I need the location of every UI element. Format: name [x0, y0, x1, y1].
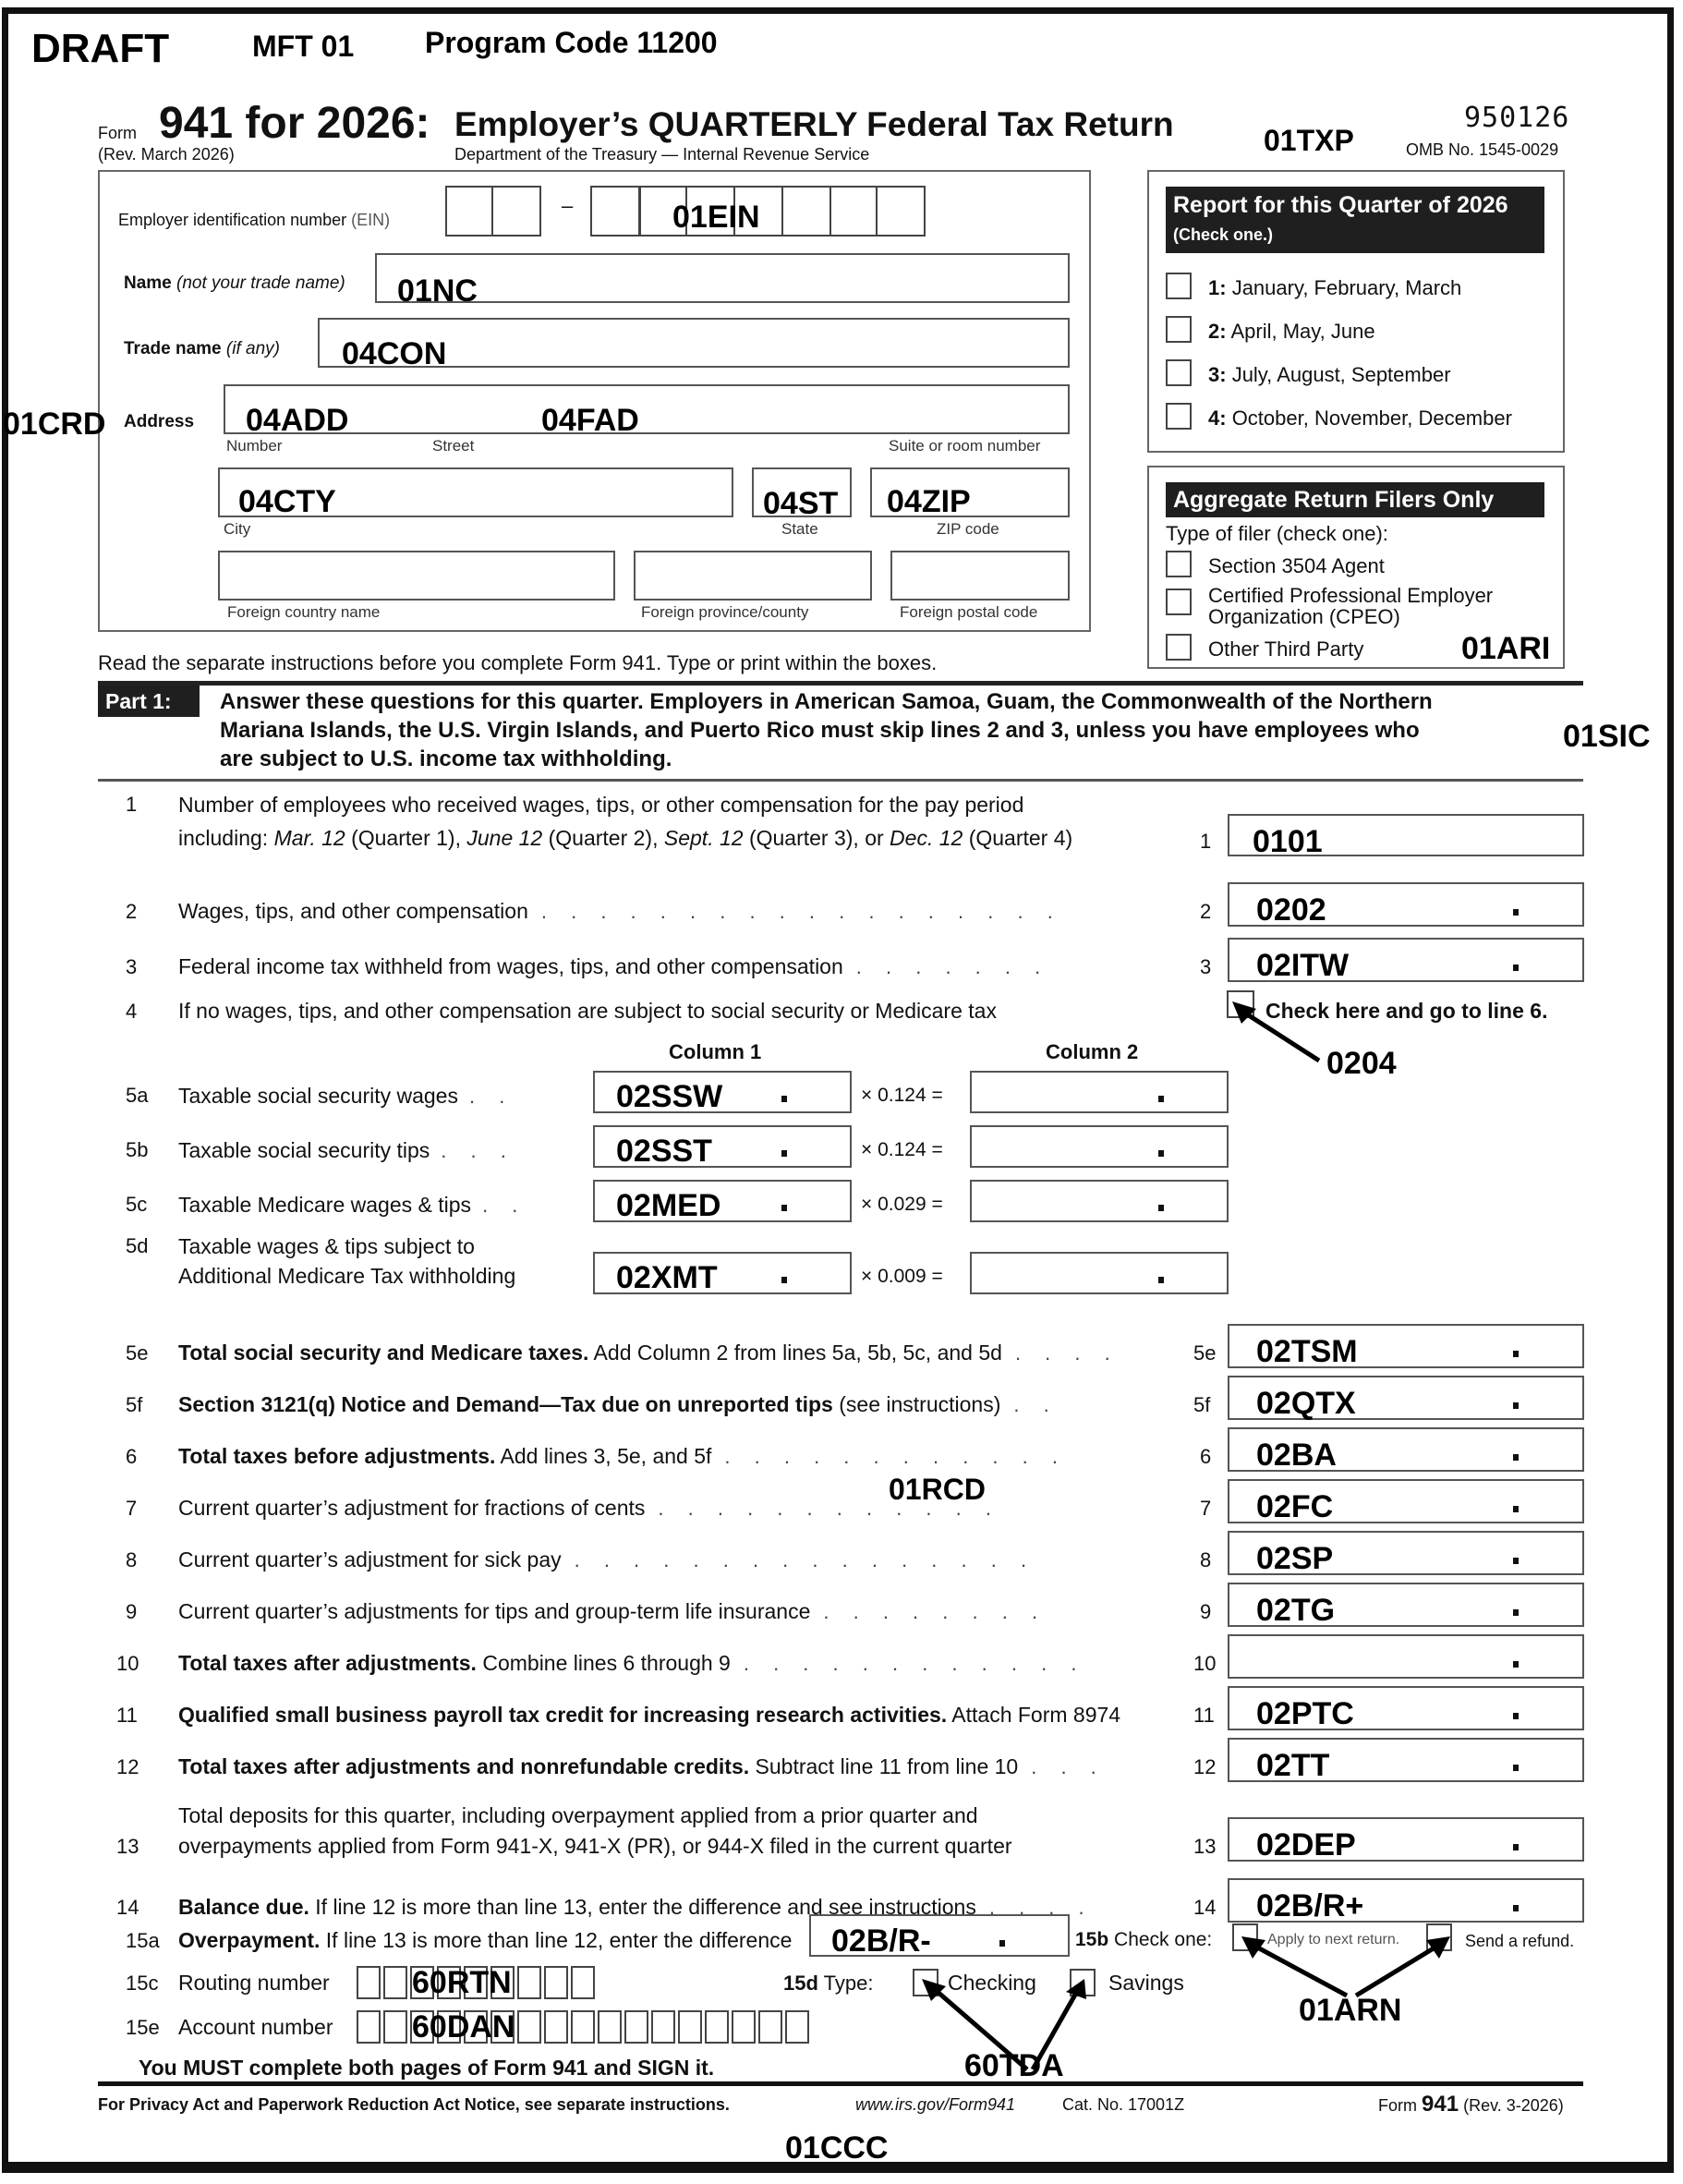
quarter-option-1-label: [1208, 276, 1461, 300]
l10-leaders: . . . . . . . . . . . .: [743, 1652, 1086, 1675]
line1-number: 1: [126, 793, 138, 816]
l5a-desc: Taxable social security wages: [178, 1084, 458, 1108]
l6-box-number: 6: [1200, 1445, 1212, 1468]
account-digit-cell[interactable]: [598, 2010, 622, 2044]
line1-text2: [178, 826, 1072, 851]
part1-text-line3: are subject to U.S. income tax withholding.: [220, 746, 672, 771]
quarter-option-text: October, November, December: [1231, 406, 1512, 430]
l14-decimal: [1513, 1905, 1519, 1911]
checkbox-quarter-2[interactable]: [1166, 316, 1192, 343]
sub-street-label: Street: [432, 437, 475, 455]
form-subtitle: Employer’s QUARTERLY Federal Tax Return: [454, 105, 1174, 143]
l5e-number: 5e: [126, 1341, 149, 1365]
line1-box-number: 1: [1200, 830, 1212, 853]
l5b-column2-field[interactable]: [970, 1125, 1229, 1168]
l10-desc: Combine lines 6 through 9: [476, 1651, 731, 1675]
city-code: 04CTY: [238, 484, 336, 519]
name-field[interactable]: [375, 253, 1070, 303]
line1-text1: Number of employees who received wages, tips, or other compensation for the pay period: [178, 793, 1024, 817]
checkbox-cpeo[interactable]: [1166, 588, 1192, 615]
other-third-party-label: Other Third Party: [1208, 637, 1364, 661]
l3-leaders: . . . . . . .: [855, 955, 1050, 978]
l5c-col1-decimal: [781, 1205, 787, 1211]
l6-leaders: . . . . . . . . . . . .: [724, 1445, 1067, 1468]
tda-code: 60TDA: [964, 2048, 1064, 2083]
l8-decimal: [1513, 1558, 1519, 1564]
account-digit-cell[interactable]: [517, 2010, 541, 2044]
apply-next-return-label: Apply to next return.: [1267, 1932, 1400, 1947]
l5c-code: 02MED: [616, 1188, 721, 1223]
column2-header: Column 2: [1046, 1040, 1139, 1063]
l5c-multiplier: × 0.029 =: [861, 1194, 943, 1215]
line1-q2: (Quarter 2),: [542, 826, 664, 850]
routing-digit-cell[interactable]: [357, 1966, 381, 1999]
part1-top-rule: [98, 681, 1583, 686]
l9-decimal: [1513, 1609, 1519, 1616]
l5d-text1: Taxable wages & tips subject to: [178, 1234, 475, 1258]
line1-june: June 12: [466, 826, 543, 850]
l13-box-number: 13: [1193, 1835, 1217, 1858]
l5c-column2-field[interactable]: [970, 1180, 1229, 1222]
checking-label: Checking: [948, 1971, 1036, 1995]
line4-number: 4: [126, 1000, 138, 1023]
line1-q3: (Quarter 3), or: [743, 826, 890, 850]
rcd-code: 01RCD: [889, 1473, 986, 1506]
ari-code: 01ARI: [1461, 631, 1551, 666]
sub-state-label: State: [781, 520, 818, 538]
department-label: Department of the Treasury — Internal Revenue Service: [454, 145, 870, 164]
line15d-type: Type:: [823, 1972, 874, 1995]
l9-leaders: . . . . . . . .: [823, 1600, 1047, 1623]
ein-label-suffix: (EIN): [351, 211, 391, 229]
l5d-number: 5d: [126, 1234, 149, 1257]
line1-q1: (Quarter 1),: [345, 826, 467, 850]
aggregate-title: Aggregate Return Filers Only: [1173, 487, 1495, 513]
l12-box-number: 12: [1193, 1755, 1217, 1778]
ein-digit-cell[interactable]: [491, 186, 541, 237]
l5b-text: [178, 1138, 515, 1163]
savings-label: Savings: [1108, 1971, 1184, 1995]
account-digit-cell[interactable]: [758, 2010, 782, 2044]
l12-decimal: [1513, 1765, 1519, 1771]
program-code-label: Program Code 11200: [425, 26, 718, 59]
txp-code: 01TXP: [1264, 124, 1354, 157]
l10-text: [178, 1651, 1085, 1676]
footer-form-number: 941: [1422, 2092, 1459, 2117]
l6-decimal: [1513, 1454, 1519, 1461]
l5b-col2-decimal: [1158, 1150, 1164, 1157]
checkbox-other-third-party[interactable]: [1166, 634, 1192, 661]
routing-digit-cell[interactable]: [544, 1966, 568, 1999]
sub-foreign-postal-label: Foreign postal code: [900, 603, 1038, 621]
l9-code: 02TG: [1256, 1593, 1336, 1628]
omb-number: OMB No. 1545-0029: [1406, 140, 1559, 159]
account-digit-cell[interactable]: [383, 2010, 407, 2044]
l11-box-number: 11: [1193, 1704, 1215, 1727]
l5d-code: 02XMT: [616, 1260, 718, 1295]
section-3504-label: Section 3504 Agent: [1208, 554, 1385, 577]
l5a-code: 02SSW: [616, 1079, 723, 1114]
line15b-check-one: Check one:: [1114, 1929, 1213, 1950]
l12-desc: Subtract line 11 from line 10: [749, 1754, 1019, 1778]
l11-text: [178, 1703, 1120, 1728]
part1-text-line2: Mariana Islands, the U.S. Virgin Islands, and Puerto Rico must skip lines 2 and 3, unless you have employees who: [220, 718, 1420, 743]
catalog-number: Cat. No. 17001Z: [1062, 2095, 1185, 2114]
l5f-number: 5f: [126, 1393, 143, 1416]
mft-label: MFT 01: [252, 30, 355, 63]
foreign-country-field[interactable]: [218, 551, 615, 601]
trade-name-label-text: Trade name: [124, 339, 222, 358]
l5a-col2-decimal: [1158, 1096, 1164, 1102]
l5b-desc: Taxable social security tips: [178, 1138, 430, 1162]
quarter-option-text: April, May, June: [1230, 320, 1375, 343]
l5a-column2-field[interactable]: [970, 1071, 1229, 1113]
l5d-multiplier: × 0.009 =: [861, 1266, 943, 1287]
l5e-text: [178, 1341, 1120, 1365]
line1-code: 0101: [1253, 824, 1323, 859]
crd-code: 01CRD: [3, 406, 106, 442]
l5f-box-number: 5f: [1193, 1393, 1211, 1416]
quarter-option-number: 1:: [1208, 276, 1227, 299]
l2-decimal: [1513, 909, 1519, 916]
quarter-title: Report for this Quarter of 2026: [1173, 192, 1508, 218]
l2-number: 2: [126, 900, 138, 923]
line15a-code: 02B/R-: [831, 1923, 931, 1959]
l5f-bold: Section 3121(q) Notice and Demand—Tax due on unreported tips: [178, 1392, 833, 1416]
l2-box-number: 2: [1200, 900, 1212, 923]
l8-code: 02SP: [1256, 1541, 1334, 1576]
name-label-note: (not your trade name): [176, 273, 345, 293]
sub-zip-label: ZIP code: [937, 520, 999, 538]
ein-dash: –: [562, 194, 574, 217]
line1-mar: Mar. 12: [273, 826, 345, 850]
l3-text: [178, 954, 1049, 979]
l5f-decimal: [1513, 1402, 1519, 1409]
quarter-subtitle: (Check one.): [1173, 225, 1274, 244]
filer-type-label: Type of filer (check one):: [1166, 522, 1388, 545]
revision-date: (Rev. March 2026): [98, 145, 235, 164]
routing-digit-cell[interactable]: [571, 1966, 595, 1999]
l6-code: 02BA: [1256, 1438, 1337, 1473]
l5e-code: 02TSM: [1256, 1334, 1358, 1369]
l5f-leaders: . .: [1013, 1393, 1059, 1416]
l9-box-number: 9: [1200, 1600, 1212, 1623]
name-label: [124, 273, 345, 294]
l7-text: [178, 1496, 1000, 1521]
l14-number: 14: [116, 1896, 139, 1919]
ein-code: 01EIN: [672, 200, 760, 235]
trade-name-label-note: (if any): [225, 339, 280, 358]
l13-number: 13: [116, 1835, 139, 1858]
l5b-leaders: . . .: [441, 1139, 515, 1162]
l8-box-number: 8: [1200, 1548, 1212, 1571]
ein-digit-cell[interactable]: [590, 186, 640, 237]
sub-foreign-province-label: Foreign province/county: [641, 603, 809, 621]
l5a-col1-decimal: [781, 1096, 787, 1102]
l5b-code: 02SST: [616, 1134, 712, 1169]
l2-text: [178, 899, 1062, 924]
quarter-option-2-label: [1208, 320, 1375, 344]
line1-dec: Dec. 12: [890, 826, 963, 850]
l7-box-number: 7: [1200, 1497, 1212, 1520]
cpeo-label-line1: Certified Professional Employer: [1208, 584, 1494, 607]
l7-decimal: [1513, 1506, 1519, 1512]
l5f-code: 02QTX: [1256, 1386, 1356, 1421]
routing-code: 60RTN: [412, 1965, 512, 2000]
part1-badge-text: Part 1:: [105, 689, 172, 713]
l3-decimal: [1513, 965, 1519, 971]
l9-desc: Current quarter’s adjustments for tips and group-term life insurance: [178, 1599, 811, 1623]
l12-bold: Total taxes after adjustments and nonrefundable credits.: [178, 1754, 750, 1778]
ccc-code: 01CCC: [785, 2130, 889, 2166]
footer-form-label: [1378, 2092, 1564, 2117]
l5e-leaders: . . . .: [1014, 1341, 1120, 1365]
l14-box-number: 14: [1193, 1896, 1217, 1919]
line1-including: including:: [178, 826, 274, 850]
part1-bottom-rule: [98, 779, 1583, 782]
ein-digit-cell[interactable]: [876, 186, 926, 237]
line15a-desc: If line 13 is more than line 12, enter the difference: [320, 1928, 793, 1952]
l5f-text: [178, 1392, 1059, 1417]
draft-label: DRAFT: [31, 26, 170, 71]
l5c-text: [178, 1193, 527, 1218]
l12-leaders: . . .: [1031, 1755, 1106, 1778]
line15a-text: [178, 1928, 792, 1953]
line15c-label: Routing number: [178, 1971, 330, 1995]
l5e-desc: Add Column 2 from lines 5a, 5b, 5c, and 5d: [588, 1341, 1002, 1365]
aggregate-header: [1166, 482, 1544, 517]
sub-suite-label: Suite or room number: [889, 437, 1041, 455]
cpeo-label-line2: Organization (CPEO): [1208, 605, 1400, 628]
l5c-number: 5c: [126, 1193, 148, 1216]
l5d-col2-decimal: [1158, 1277, 1164, 1283]
l10-decimal: [1513, 1661, 1519, 1668]
checkbox-quarter-1[interactable]: [1166, 273, 1192, 299]
account-digit-cell[interactable]: [732, 2010, 756, 2044]
l5b-col1-decimal: [781, 1150, 787, 1157]
sub-city-label: City: [224, 520, 251, 538]
l14-desc: If line 12 is more than line 13, enter the difference and see instructions: [309, 1895, 976, 1919]
arn-code: 01ARN: [1299, 1993, 1402, 2028]
l14-text: [178, 1895, 1094, 1920]
l6-number: 6: [126, 1445, 138, 1468]
sub-number-label: Number: [226, 437, 283, 455]
line15a-number: 15a: [126, 1929, 160, 1952]
l11-desc: Attach Form 8974: [947, 1703, 1121, 1727]
l2-leaders: . . . . . . . . . . . . . . . . . .: [540, 900, 1062, 923]
l10-bold: Total taxes after adjustments.: [178, 1651, 477, 1675]
l5a-number: 5a: [126, 1084, 149, 1107]
send-refund-label: Send a refund.: [1465, 1932, 1575, 1950]
state-code: 04ST: [763, 486, 839, 521]
quarter-option-3-label: [1208, 363, 1451, 387]
trade-name-label: [124, 339, 280, 359]
ein-digit-cell[interactable]: [829, 186, 879, 237]
line15a-decimal: [999, 1940, 1005, 1947]
l8-desc: Current quarter’s adjustment for sick pay: [178, 1547, 562, 1571]
part1-text-line1: Answer these questions for this quarter. Employers in American Samoa, Guam, the Commonwealth of the Northern: [220, 689, 1433, 714]
l6-bold: Total taxes before adjustments.: [178, 1444, 496, 1468]
l7-code: 02FC: [1256, 1489, 1334, 1524]
l5d-col1-decimal: [781, 1277, 787, 1283]
arn-arrows-icon: [1238, 1931, 1478, 2005]
l5a-text: [178, 1084, 514, 1109]
l8-number: 8: [126, 1548, 138, 1571]
account-digit-cell[interactable]: [624, 2010, 648, 2044]
l14-bold: Balance due.: [178, 1895, 309, 1919]
line15b-number: 15b: [1075, 1929, 1109, 1950]
l11-decimal: [1513, 1713, 1519, 1719]
l5e-box-number: 5e: [1193, 1341, 1217, 1365]
l6-desc: Add lines 3, 5e, and 5f: [495, 1444, 712, 1468]
line4-text: If no wages, tips, and other compensation are subject to social security or Medicare tax: [178, 999, 997, 1023]
read-instructions-note: Read the separate instructions before you complete Form 941. Type or print within the boxes.: [98, 651, 938, 674]
l7-number: 7: [126, 1497, 138, 1520]
ein-label-text: Employer identification number: [118, 211, 347, 229]
l3-code: 02ITW: [1256, 948, 1350, 983]
routing-digit-cell[interactable]: [383, 1966, 407, 1999]
ein-digit-cell[interactable]: [445, 186, 495, 237]
l13-text2: overpayments applied from Form 941-X, 941-X (PR), or 944-X filed in the current quarter: [178, 1834, 1012, 1858]
line15b-label: [1075, 1929, 1212, 1951]
l7-leaders: . . . . . . . . . . . .: [658, 1497, 1000, 1520]
quarter-header: [1166, 187, 1544, 253]
l12-text: [178, 1754, 1106, 1779]
privacy-notice: For Privacy Act and Paperwork Reduction Act Notice, see separate instructions.: [98, 2095, 730, 2114]
l11-code: 02PTC: [1256, 1696, 1354, 1731]
trade-name-code: 04CON: [342, 336, 447, 371]
sub-foreign-country-label: Foreign country name: [227, 603, 381, 621]
l10-number: 10: [116, 1652, 139, 1675]
zip-code: 04ZIP: [887, 484, 971, 519]
l5d-text2: Additional Medicare Tax withholding: [178, 1264, 516, 1288]
address-label: Address: [124, 412, 195, 431]
name-code: 01NC: [397, 273, 478, 309]
l9-number: 9: [126, 1600, 138, 1623]
sic-code: 01SIC: [1563, 719, 1651, 754]
account-digit-cell[interactable]: [544, 2010, 568, 2044]
account-digit-cell[interactable]: [785, 2010, 809, 2044]
tda-arrows-icon: [918, 1977, 1103, 2079]
line15e-label: Account number: [178, 2015, 333, 2039]
l14-leaders: . . . .: [988, 1896, 1094, 1919]
l5e-decimal: [1513, 1351, 1519, 1357]
part1-badge: [98, 686, 200, 717]
l3-box-number: 3: [1200, 955, 1212, 978]
ein-digit-cell[interactable]: [781, 186, 831, 237]
irs-url-link[interactable]: www.irs.gov/Form941: [855, 2095, 1016, 2114]
foreign-postal-field[interactable]: [890, 551, 1070, 601]
line15e-number: 15e: [126, 2016, 160, 2039]
form-word: Form: [98, 124, 137, 142]
checkbox-quarter-3[interactable]: [1166, 359, 1192, 386]
line15d-number: 15d: [783, 1972, 818, 1995]
l13-decimal: [1513, 1844, 1519, 1850]
line1-sept: Sept. 12: [663, 826, 744, 850]
l5c-col2-decimal: [1158, 1205, 1164, 1211]
footer-revision: (Rev. 3-2026): [1463, 2096, 1564, 2115]
l11-bold: Qualified small business payroll tax credit for increasing research activities.: [178, 1703, 948, 1727]
l13-code: 02DEP: [1256, 1827, 1356, 1862]
footer-rule: [98, 2081, 1583, 2086]
must-complete-note: You MUST complete both pages of Form 941 and SIGN it.: [139, 2056, 715, 2080]
line15a-bold: Overpayment.: [178, 1928, 321, 1952]
line4-code: 0204: [1326, 1046, 1397, 1081]
l8-text: [178, 1547, 1035, 1572]
account-digit-cell[interactable]: [678, 2010, 702, 2044]
account-digit-cell[interactable]: [357, 2010, 381, 2044]
checkbox-section-3504[interactable]: [1166, 551, 1192, 577]
quarter-option-4-label: [1208, 406, 1512, 431]
l12-number: 12: [116, 1755, 139, 1778]
quarter-option-number: 3:: [1208, 363, 1227, 386]
l5f-desc: (see instructions): [832, 1392, 1001, 1416]
account-digit-cell[interactable]: [705, 2010, 729, 2044]
l5b-number: 5b: [126, 1138, 149, 1161]
line4-check-text: Check here and go to line 6.: [1265, 999, 1548, 1023]
address-street-field[interactable]: [224, 384, 1070, 434]
l9-text: [178, 1599, 1047, 1624]
footer-form-word: Form: [1378, 2096, 1417, 2115]
ein-label: [118, 211, 390, 230]
account-digit-cell[interactable]: [571, 2010, 595, 2044]
l10-amount-field[interactable]: [1228, 1634, 1584, 1679]
l5a-leaders: . .: [468, 1085, 515, 1108]
address-number-code: 04ADD: [246, 403, 349, 438]
routing-digit-cell[interactable]: [517, 1966, 541, 1999]
l2-code: 0202: [1256, 892, 1326, 928]
l11-number: 11: [116, 1704, 138, 1727]
column1-header: Column 1: [669, 1040, 762, 1063]
l10-box-number: 10: [1193, 1652, 1217, 1675]
l5b-multiplier: × 0.124 =: [861, 1139, 943, 1160]
l5e-bold: Total social security and Medicare taxes.: [178, 1341, 589, 1365]
quarter-option-number: 2:: [1208, 320, 1227, 343]
barcode-number: 950126: [1464, 102, 1570, 134]
l2-desc: Wages, tips, and other compensation: [178, 899, 528, 923]
account-code: 60DAN: [412, 2009, 515, 2044]
checkbox-quarter-4[interactable]: [1166, 403, 1192, 430]
l5c-desc: Taxable Medicare wages & tips: [178, 1193, 472, 1217]
l5d-column2-field[interactable]: [970, 1252, 1229, 1294]
line1-q4: (Quarter 4): [963, 826, 1073, 850]
l13-text1: Total deposits for this quarter, including overpayment applied from a prior quarter and: [178, 1803, 978, 1827]
l5c-leaders: . .: [482, 1194, 527, 1217]
line15c-number: 15c: [126, 1972, 159, 1995]
quarter-option-text: July, August, September: [1231, 363, 1451, 386]
form-title: 941 for 2026:: [159, 99, 430, 148]
line4-arrow-icon: [1229, 998, 1339, 1072]
l7-desc: Current quarter’s adjustment for fractions of cents: [178, 1496, 646, 1520]
l8-leaders: . . . . . . . . . . . . . . . .: [574, 1548, 1036, 1571]
name-label-text: Name: [124, 273, 172, 293]
account-digit-cell[interactable]: [651, 2010, 675, 2044]
l3-number: 3: [126, 955, 138, 978]
quarter-option-number: 4:: [1208, 406, 1227, 430]
l6-text: [178, 1444, 1067, 1469]
foreign-province-field[interactable]: [634, 551, 872, 601]
l3-desc: Federal income tax withheld from wages, tips, and other compensation: [178, 954, 843, 978]
address-street-code: 04FAD: [541, 403, 639, 438]
l5a-multiplier: × 0.124 =: [861, 1085, 943, 1106]
l14-code: 02B/R+: [1256, 1888, 1364, 1923]
quarter-option-text: January, February, March: [1231, 276, 1462, 299]
l12-code: 02TT: [1256, 1748, 1330, 1783]
line15d-label: [783, 1972, 873, 1996]
